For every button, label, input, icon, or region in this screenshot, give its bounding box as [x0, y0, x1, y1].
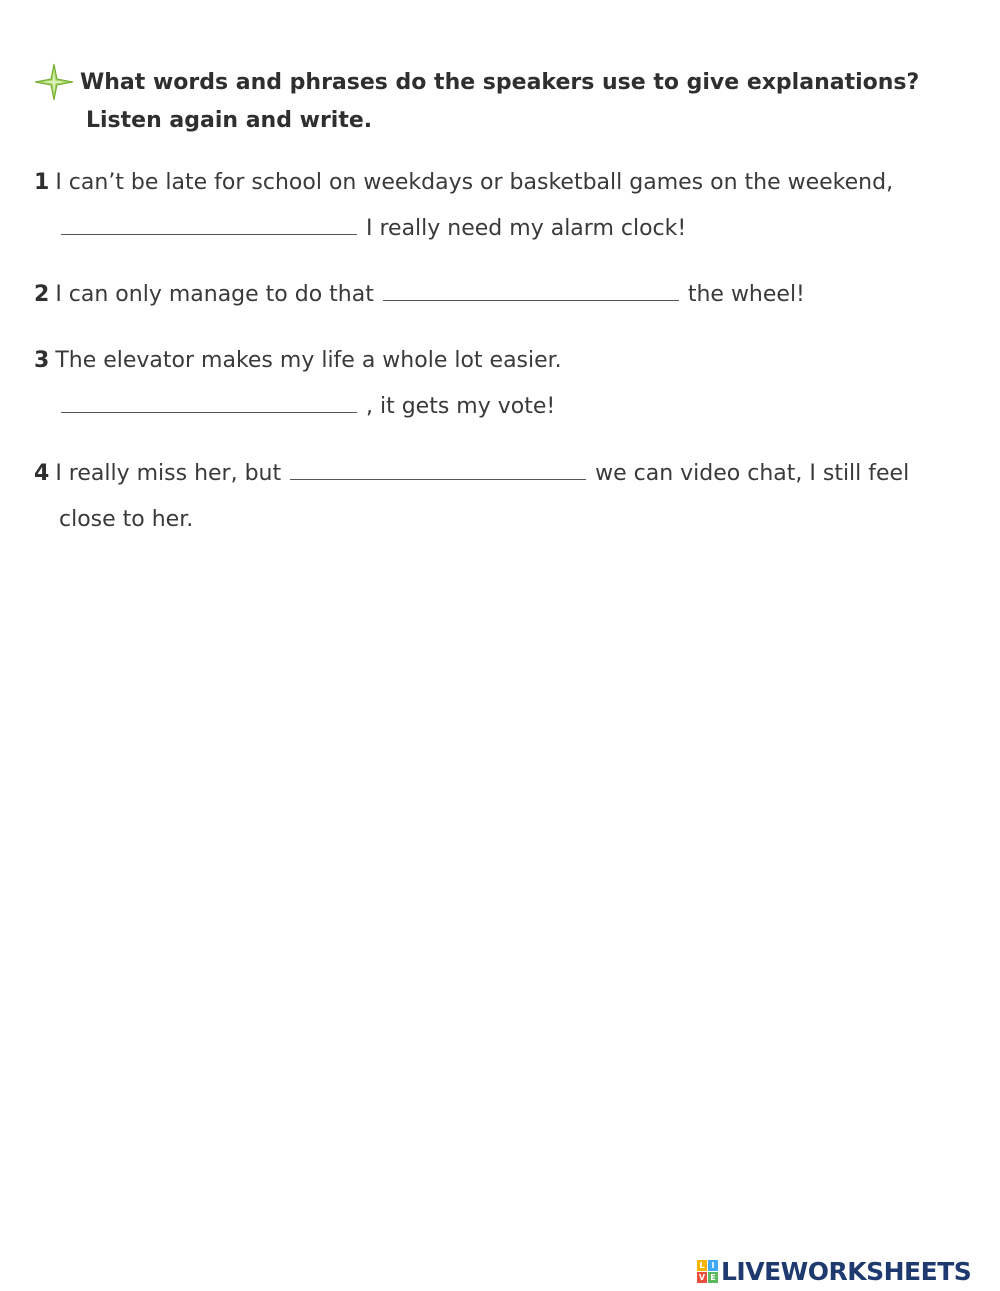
- question-text-before: I really miss her, but: [55, 461, 282, 486]
- question-item-3: [34, 338, 954, 430]
- question-text-before: I can’t be late for school on weekdays or basketball games on the weekend,: [55, 170, 894, 195]
- question-item-2: [34, 272, 954, 318]
- question-text-after: we can video chat, I still feel: [595, 461, 910, 486]
- logo-block: L: [697, 1260, 707, 1271]
- question-number: 4: [34, 461, 50, 486]
- instruction-heading: [80, 64, 960, 140]
- question-number: 3: [34, 348, 50, 373]
- answer-blank-3[interactable]: [61, 390, 357, 413]
- question-item-4: [34, 451, 954, 543]
- logo-block: V: [698, 1272, 706, 1282]
- liveworksheets-logo: [697, 1256, 971, 1286]
- question-text-continued: close to her.: [59, 507, 194, 532]
- question-text-after: the wheel!: [687, 282, 805, 307]
- question-text-after: , it gets my vote!: [366, 394, 556, 419]
- question-number: 2: [34, 282, 50, 307]
- instruction-line-1: What words and phrases do the speakers use to give explanations?: [80, 70, 920, 95]
- logo-blocks-icon: [697, 1260, 718, 1283]
- answer-blank-4[interactable]: [290, 457, 586, 480]
- question-text-before: I can only manage to do that: [55, 282, 374, 307]
- instruction-line-2: Listen again and write.: [86, 108, 373, 133]
- question-text-before: The elevator makes my life a whole lot easier.: [55, 348, 562, 373]
- logo-block: E: [708, 1272, 718, 1283]
- answer-blank-1[interactable]: [61, 212, 357, 235]
- logo-text: LIVEWORKSHEETS: [721, 1256, 972, 1286]
- logo-block: I: [708, 1260, 718, 1271]
- question-number: 1: [34, 170, 50, 195]
- answer-blank-2[interactable]: [383, 278, 679, 301]
- question-item-1: [34, 160, 954, 252]
- four-point-star-icon: [33, 62, 75, 102]
- question-text-after: I really need my alarm clock!: [366, 216, 687, 241]
